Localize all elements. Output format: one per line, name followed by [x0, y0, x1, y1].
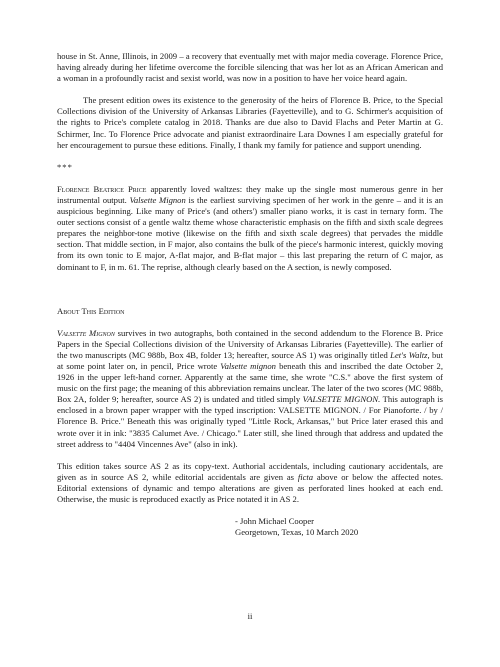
section-divider-stars: *** — [57, 161, 73, 172]
page-number: ii — [247, 611, 253, 621]
work-title: Valsette Mignon — [129, 194, 186, 205]
work-title: Valsette Mignon — [57, 327, 115, 338]
composer-name: Florence Beatrice Price — [57, 183, 147, 194]
section-heading: About This Edition — [57, 305, 125, 316]
signature-name: - John Michael Cooper — [235, 516, 314, 527]
paragraph-editorial-method: This edition takes source AS 2 as its copy-text. Authorial accidentals, including cautionary accidentals, are given as in source AS 2, while editorial accidentals are given as ficta above or below the affected notes. Editorial extensions of dynamic and tempo alterations are given as perforated lines hooked at each end. Otherwise, the music is reproduced exactly as Price notated it in AS 2. — [57, 460, 443, 504]
paragraph-acknowledgments: The present edition owes its existence to the generosity of the heirs of Florence B. Price, to the Special Collections division of the University of Arkansas Libraries (Fayetteville), and to G. Schirmer's acquisition of the rights to Price's complete catalog in 2018. Thanks are due also to David Flachs and Peter Martin at G. Schirmer, Inc. To Florence Price advocate and pianist extraordinaire Lara Downes I am especially grateful for her encouragement to pursue these editions. Finally, I thank my family for patience and support unending. — [57, 95, 443, 150]
paragraph-recovery: house in St. Anne, Illinois, in 2009 – a recovery that eventually met with major media coverage. Florence Price, having already during her lifetime overcome the forcible silencing that was her lot as an African American and a woman in a profoundly racist and sexist world, was now in a position to have her voice heard again. — [57, 51, 443, 84]
signature-place-date: Georgetown, Texas, 10 March 2020 — [235, 527, 359, 538]
paragraph-sources: Valsette Mignon survives in two autographs, both contained in the second addendum to the Florence B. Price Papers in the Special Collections division of the University of Arkansas Libraries (Fayetteville). The earlier of the two manuscripts (MC 988b, Box 4B, folder 13; hereafter, source AS 1) was originally titled Let's Waltz, but at some point later on, in pencil, Price wrote Valsette mignon beneath this and inscribed the date October 2, 1926 in the upper left-hand corner. Apparently at the same time, she wrote "C.S." above the first system of music on the first page; the meaning of this abbreviation remains unclear. The later of the two scores (MC 988b, Box 2A, folder 9; hereafter, source AS 2) is undated and titled simply VALSETTE MIGNON. This autograph is enclosed in a brown paper wrapper with the typed inscription: VALSETTE MIGNON. / For Pianoforte. / by / Florence B. Price." Beneath this was originally typed "Little Rock, Arkansas," but Price later erased this and wrote over it in ink: "3835 Calumet Ave. / Chicago." Later still, she lined through that address and updated the street address to "4404 Vincennes Ave" (also in ink). — [57, 327, 443, 449]
paragraph-waltzes: Florence Beatrice Price apparently loved waltzes: they make up the single most numerous genre in her instrumental output. Valsette Mignon is the earliest surviving specimen of her work in the genre – and it is an auspicious beginning. Like many of Price's (and others') smaller piano works, it is cast in ternary form. The outer sections consist of a gentle waltz theme whose characteristic emphasis on the fifth and sixth scale degrees prepares the neighbor-tone motive (likewise on the fifth and sixth scale degrees) that pervades the middle section. That middle section, in F major, also contains the bulk of the piece's harmonic interest, quickly moving from its own tonic to E major, A-flat major, and B-flat major – this last preparing the return of C major, as dominant to F, in m. 61. The reprise, although clearly based on the A section, is newly composed. — [57, 183, 443, 272]
document-body — [57, 51, 443, 538]
